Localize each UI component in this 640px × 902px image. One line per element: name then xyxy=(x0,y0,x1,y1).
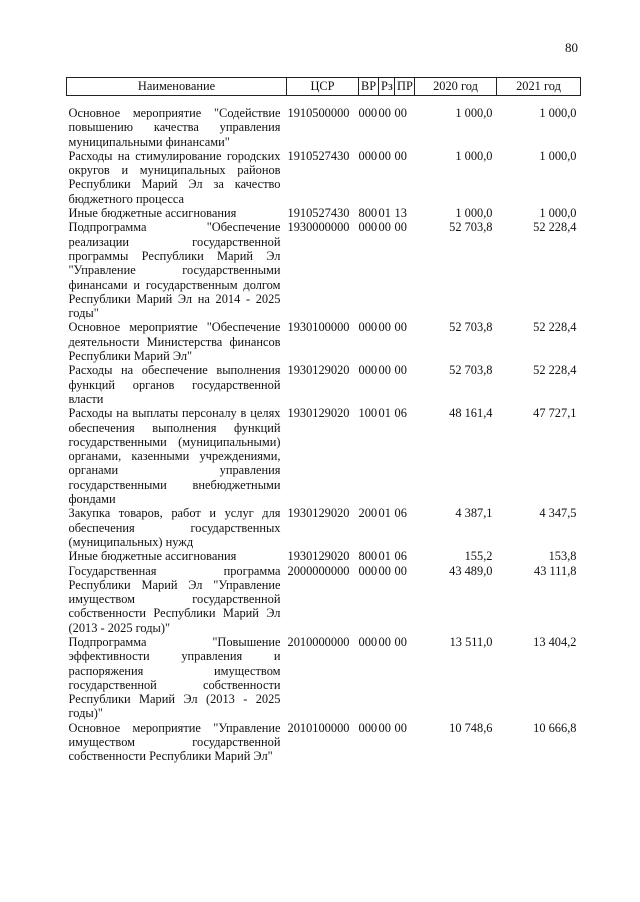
row-name: Подпрограмма "Повышение эффективности управления и распоряжения имуществом государственной собственности Республики Марий Эл (2013 - 2025 годы)" xyxy=(68,634,281,721)
row-amount-2020: 1 000,0 xyxy=(455,206,493,221)
row-rz: 01 xyxy=(378,406,391,421)
row-amount-2020: 10 748,6 xyxy=(449,720,493,735)
row-amount-2020: 13 511,0 xyxy=(449,634,493,649)
row-pr: 00 xyxy=(394,220,407,235)
row-name: Основное мероприятие "Управление имуществом государственной собственности Республики Марий Эл" xyxy=(68,720,281,764)
row-name: Основное мероприятие "Обеспечение деятельности Министерства финансов Республики Марий Эл" xyxy=(68,320,281,364)
header-vr: ВР xyxy=(359,78,379,96)
row-amount-2021: 153,8 xyxy=(548,549,577,564)
row-amount-2021: 1 000,0 xyxy=(539,206,577,221)
row-amount-2021: 10 666,8 xyxy=(533,720,577,735)
row-amount-2021: 1 000,0 xyxy=(539,148,577,163)
row-name: Расходы на стимулирование городских округов и муниципальных районов Республики Марий Эл за качество бюджетного процесса xyxy=(68,148,281,206)
row-pr: 00 xyxy=(394,106,407,120)
row-pr: 00 xyxy=(394,363,407,378)
row-vr: 800 xyxy=(358,549,378,564)
row-amount-2020: 1 000,0 xyxy=(455,148,493,163)
row-vr: 200 xyxy=(358,506,378,521)
table-row xyxy=(67,206,581,220)
row-csr: 1910527430 xyxy=(287,148,350,163)
row-name: Государственная программа Республики Марий Эл "Управление имуществом государственной собственности Республики Марий Эл (2013 - 2025 годы)" xyxy=(68,563,281,635)
row-vr: 800 xyxy=(358,206,378,221)
row-pr: 13 xyxy=(394,206,407,221)
row-csr: 1930100000 xyxy=(287,320,350,335)
row-name: Основное мероприятие "Содействие повышению качества управления муниципальными финансами" xyxy=(68,106,281,149)
row-vr: 000 xyxy=(358,634,378,649)
row-name: Расходы на выплаты персоналу в целях обеспечения выполнения функций государственными (муниципальными) органами, казенными учреждениями, органами управления государственными внебюджетными фондами xyxy=(68,406,281,507)
row-rz: 00 xyxy=(378,363,391,378)
row-csr: 1930129020 xyxy=(287,549,350,564)
row-rz: 00 xyxy=(378,634,391,649)
table-row xyxy=(67,635,581,721)
row-amount-2020: 43 489,0 xyxy=(449,563,493,578)
row-vr: 000 xyxy=(358,220,378,235)
row-csr: 2010100000 xyxy=(287,720,350,735)
header-pr: ПР xyxy=(395,78,415,96)
row-rz: 01 xyxy=(378,206,391,221)
table-row xyxy=(67,96,581,149)
row-csr: 1930129020 xyxy=(287,406,350,421)
row-vr: 000 xyxy=(358,720,378,735)
table-body xyxy=(67,96,581,764)
row-amount-2021: 4 347,5 xyxy=(539,506,577,521)
table-row xyxy=(67,149,581,206)
row-amount-2021: 1 000,0 xyxy=(539,106,577,120)
row-rz: 00 xyxy=(378,320,391,335)
row-amount-2021: 43 111,8 xyxy=(534,563,577,578)
row-name: Иные бюджетные ассигнования xyxy=(68,549,237,564)
row-amount-2020: 1 000,0 xyxy=(455,106,493,120)
row-pr: 06 xyxy=(394,549,407,564)
row-vr: 000 xyxy=(358,106,378,120)
row-amount-2020: 155,2 xyxy=(464,549,493,564)
row-amount-2021: 52 228,4 xyxy=(533,363,577,378)
row-csr: 2000000000 xyxy=(287,563,350,578)
row-amount-2021: 47 727,1 xyxy=(533,406,577,421)
row-amount-2020: 48 161,4 xyxy=(449,406,493,421)
row-csr: 1930000000 xyxy=(287,220,350,235)
table-row xyxy=(67,549,581,563)
header-2021: 2021 год xyxy=(497,78,581,96)
row-csr: 1910500000 xyxy=(287,106,350,120)
row-amount-2021: 52 228,4 xyxy=(533,320,577,335)
row-csr: 1910527430 xyxy=(287,206,350,221)
row-csr: 1930129020 xyxy=(287,506,350,521)
row-rz: 00 xyxy=(378,720,391,735)
row-vr: 000 xyxy=(358,320,378,335)
table-row xyxy=(67,721,581,764)
row-rz: 01 xyxy=(378,549,391,564)
row-vr: 000 xyxy=(358,148,378,163)
row-rz: 00 xyxy=(378,106,391,120)
table-row xyxy=(67,506,581,549)
row-rz: 00 xyxy=(378,148,391,163)
row-amount-2020: 52 703,8 xyxy=(449,220,493,235)
table-row xyxy=(67,564,581,635)
page-number: 80 xyxy=(565,40,578,55)
row-pr: 00 xyxy=(394,563,407,578)
row-pr: 00 xyxy=(394,720,407,735)
row-amount-2020: 52 703,8 xyxy=(449,363,493,378)
header-2020: 2020 год xyxy=(415,78,497,96)
header-rz: Рз xyxy=(379,78,395,96)
budget-table xyxy=(66,77,581,764)
row-csr: 2010000000 xyxy=(287,634,350,649)
row-name: Подпрограмма "Обеспечение реализации государственной программы Республики Марий Эл "Управление государственными финансами и государственным долгом Республики Марий Эл на 2014 - 2025 годы" xyxy=(68,220,281,321)
row-pr: 00 xyxy=(394,320,407,335)
row-name: Расходы на обеспечение выполнения функций органов государственной власти xyxy=(68,363,281,406)
header-name: Наименование xyxy=(67,78,287,96)
row-vr: 100 xyxy=(358,406,378,421)
row-amount-2020: 4 387,1 xyxy=(455,506,493,521)
row-amount-2021: 52 228,4 xyxy=(533,220,577,235)
table-header xyxy=(67,78,581,96)
row-rz: 00 xyxy=(378,220,391,235)
row-pr: 06 xyxy=(394,506,407,521)
table-row xyxy=(67,320,581,363)
row-pr: 00 xyxy=(394,634,407,649)
table-row xyxy=(67,406,581,506)
row-vr: 000 xyxy=(358,363,378,378)
row-rz: 00 xyxy=(378,563,391,578)
row-vr: 000 xyxy=(358,563,378,578)
row-name: Закупка товаров, работ и услуг для обеспечения государственных (муниципальных) нужд xyxy=(68,506,281,549)
row-pr: 00 xyxy=(394,148,407,163)
row-rz: 01 xyxy=(378,506,391,521)
header-csr: ЦСР xyxy=(287,78,359,96)
table-row xyxy=(67,363,581,406)
row-amount-2020: 52 703,8 xyxy=(449,320,493,335)
row-name: Иные бюджетные ассигнования xyxy=(68,206,237,221)
table-row xyxy=(67,220,581,320)
row-amount-2021: 13 404,2 xyxy=(533,634,577,649)
row-pr: 06 xyxy=(394,406,407,421)
row-csr: 1930129020 xyxy=(287,363,350,378)
